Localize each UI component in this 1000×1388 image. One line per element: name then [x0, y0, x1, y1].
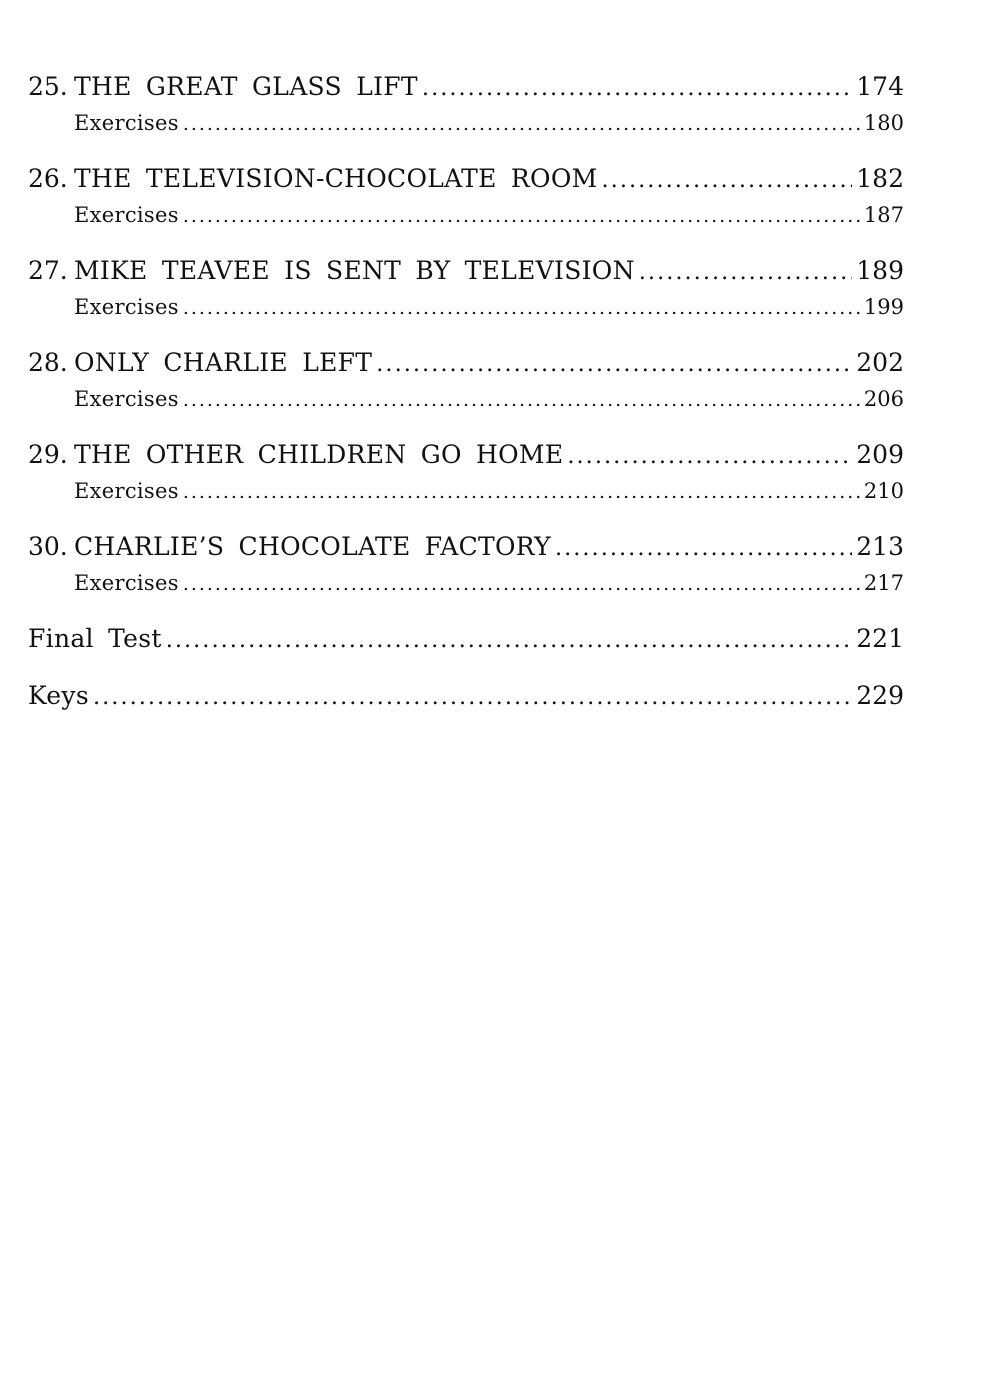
toc-exercises-25[interactable] — [28, 105, 904, 142]
exercises-title: Exercises — [74, 571, 179, 595]
toc-final-test[interactable] — [28, 619, 904, 659]
toc-exercises-29[interactable] — [28, 473, 904, 510]
chapter-number: 25. — [28, 72, 68, 101]
chapter-title: CHARLIE’S CHOCOLATE FACTORY — [74, 532, 551, 561]
toc-chapter-26[interactable] — [28, 160, 904, 197]
toc-chapter-28[interactable] — [28, 344, 904, 381]
chapter-number: 26. — [28, 164, 68, 193]
dot-leader — [639, 254, 853, 289]
table-of-contents — [28, 68, 904, 716]
exercises-title: Exercises — [74, 479, 179, 503]
dot-leader — [602, 162, 853, 197]
dot-leader — [567, 438, 852, 473]
toc-exercises-27[interactable] — [28, 289, 904, 326]
dot-leader — [376, 346, 852, 381]
final-test-page: 221 — [856, 624, 904, 653]
chapter-page: 202 — [856, 348, 904, 377]
chapter-title: MIKE TEAVEE IS SENT BY TELEVISION — [74, 256, 635, 285]
toc-chapter-27[interactable] — [28, 252, 904, 289]
toc-exercises-28[interactable] — [28, 381, 904, 418]
dot-leader — [183, 198, 860, 234]
chapter-number: 29. — [28, 440, 68, 469]
exercises-title: Exercises — [74, 111, 179, 135]
dot-leader — [183, 106, 860, 142]
exercises-title: Exercises — [74, 295, 179, 319]
toc-keys[interactable] — [28, 676, 904, 716]
chapter-number: 30. — [28, 532, 68, 561]
exercises-page: 210 — [863, 479, 904, 503]
keys-page: 229 — [856, 681, 904, 710]
chapter-title: THE OTHER CHILDREN GO HOME — [74, 440, 564, 469]
chapter-number: 28. — [28, 348, 68, 377]
dot-leader — [166, 620, 853, 659]
chapter-title: THE GREAT GLASS LIFT — [74, 72, 418, 101]
toc-chapter-25[interactable] — [28, 68, 904, 105]
chapter-page: 174 — [856, 72, 904, 101]
exercises-title: Exercises — [74, 203, 179, 227]
exercises-title: Exercises — [74, 387, 179, 411]
toc-exercises-26[interactable] — [28, 197, 904, 234]
exercises-page: 187 — [863, 203, 904, 227]
chapter-title: ONLY CHARLIE LEFT — [74, 348, 373, 377]
exercises-page: 206 — [863, 387, 904, 411]
chapter-page: 213 — [856, 532, 904, 561]
dot-leader — [183, 290, 860, 326]
exercises-page: 199 — [863, 295, 904, 319]
dot-leader — [93, 677, 852, 716]
toc-chapter-30[interactable] — [28, 528, 904, 565]
dot-leader — [422, 70, 852, 105]
dot-leader — [183, 474, 860, 510]
final-test-title: Final Test — [28, 624, 162, 653]
keys-title: Keys — [28, 681, 89, 710]
chapter-number: 27. — [28, 256, 68, 285]
chapter-page: 182 — [856, 164, 904, 193]
chapter-page: 189 — [856, 256, 904, 285]
toc-exercises-30[interactable] — [28, 565, 904, 602]
dot-leader — [183, 566, 860, 602]
dot-leader — [183, 382, 860, 418]
chapter-page: 209 — [856, 440, 904, 469]
toc-chapter-29[interactable] — [28, 436, 904, 473]
exercises-page: 180 — [863, 111, 904, 135]
chapter-title: THE TELEVISION-CHOCOLATE ROOM — [74, 164, 598, 193]
dot-leader — [555, 530, 852, 565]
exercises-page: 217 — [863, 571, 904, 595]
